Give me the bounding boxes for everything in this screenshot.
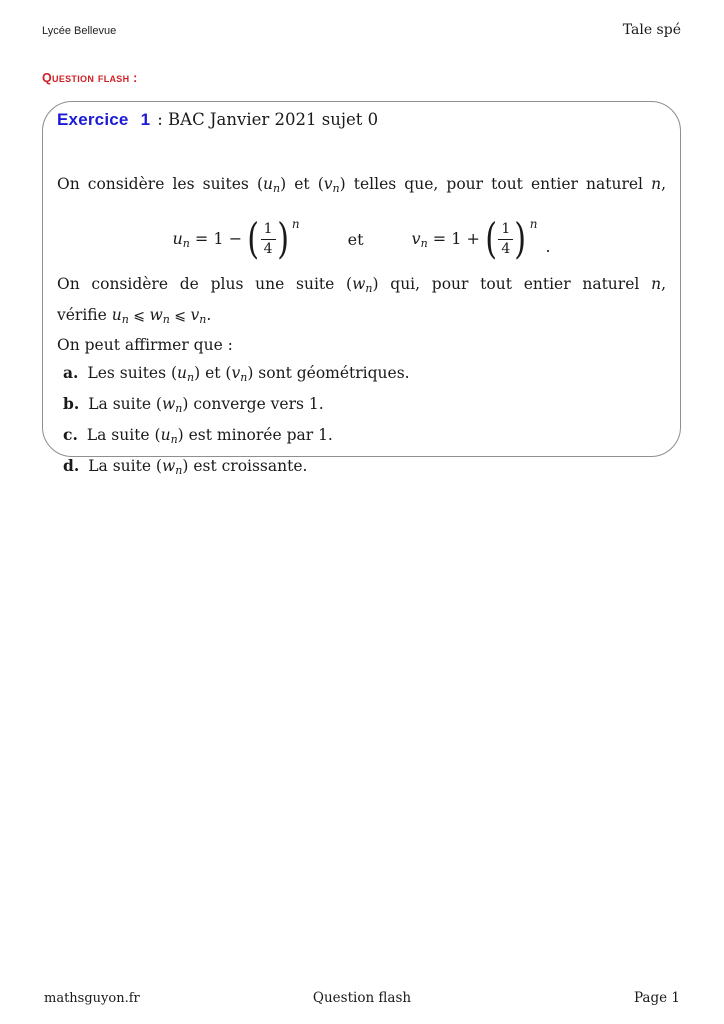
formula-terminator: . <box>545 236 551 256</box>
fraction-un <box>261 221 276 256</box>
choice-text: La suite (wn) converge vers 1. <box>88 395 324 415</box>
exercise-number: 1 <box>140 110 151 129</box>
body-paragraph-line1: On considère de plus une suite (wn) qui, pour tout entier naturel n, <box>57 275 666 295</box>
exercise-label: Exercice <box>57 110 129 129</box>
fraction-vn <box>498 221 513 256</box>
left-paren: ( <box>247 214 260 263</box>
choice-text: La suite (wn) est croissante. <box>88 457 308 477</box>
footer-page-number: Page 1 <box>633 990 680 1006</box>
left-paren: ( <box>485 214 498 263</box>
header-level: Tale spé <box>622 22 681 38</box>
affirm-line: On peut affirmer que : <box>57 336 233 354</box>
choice-letter: c. <box>63 425 78 444</box>
formula-connector-et: et <box>347 229 364 249</box>
formula-vn-lhs: vn = 1 + <box>411 228 486 250</box>
choice-text: Les suites (un) et (vn) sont géométriques. <box>87 364 410 384</box>
choice-letter: b. <box>63 394 80 413</box>
choice-letter: a. <box>63 363 79 382</box>
fraction-numerator: 1 <box>498 221 513 239</box>
exercise-box <box>42 101 681 477</box>
header-school: Lycée Bellevue <box>42 25 117 37</box>
formula-vn <box>411 214 551 263</box>
exercise-title <box>57 109 666 131</box>
choice-item-d <box>63 453 666 484</box>
choice-item-b <box>63 391 666 422</box>
formula-un-lhs: un = 1 − <box>172 228 248 250</box>
choice-list <box>57 360 666 484</box>
right-paren: ) <box>276 214 289 263</box>
body-paragraph-line2: vérifie un ⩽ wn ⩽ vn. <box>57 306 212 326</box>
exercise-source: : BAC Janvier 2021 sujet 0 <box>157 110 379 129</box>
footer-site: mathsguyon.fr <box>44 991 140 1006</box>
fraction-denominator: 4 <box>501 240 511 257</box>
exponent-n: n <box>291 217 300 231</box>
formula-row <box>57 212 666 266</box>
page-header <box>42 22 681 38</box>
intro-paragraph: On considère les suites (un) et (vn) telles que, pour tout entier naturel n, <box>57 175 666 195</box>
choice-text: La suite (un) est minorée par 1. <box>86 426 333 446</box>
fraction-denominator: 4 <box>263 240 273 257</box>
exponent-n: n <box>529 217 538 231</box>
choice-item-c <box>63 422 666 453</box>
footer-doc-title: Question flash <box>312 990 412 1006</box>
choice-item-a <box>63 360 666 391</box>
choice-letter: d. <box>63 456 80 475</box>
fraction-numerator: 1 <box>261 221 276 239</box>
section-label-question-flash: Question flash : <box>42 71 138 85</box>
page-footer <box>44 990 680 1006</box>
formula-un <box>172 214 300 263</box>
right-paren: ) <box>514 214 527 263</box>
